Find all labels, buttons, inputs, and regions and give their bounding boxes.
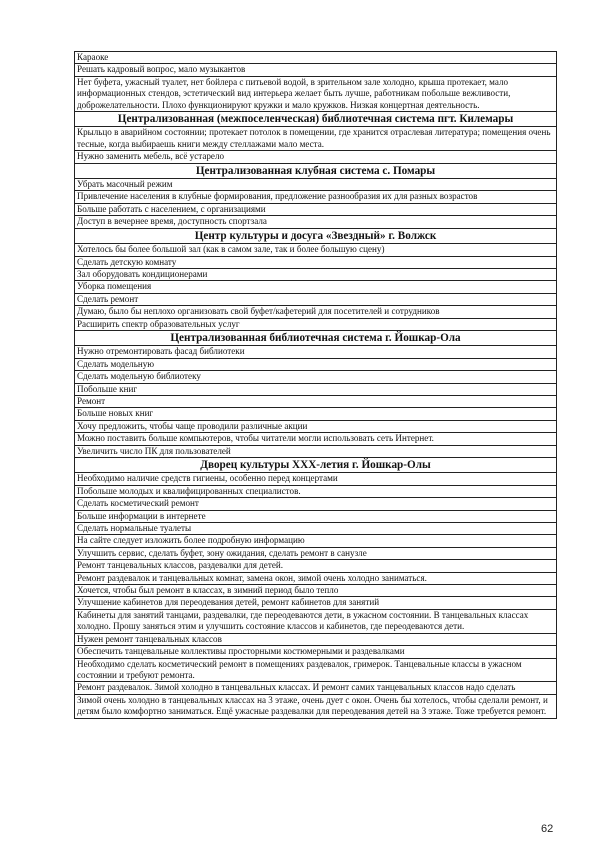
section-title: Централизованная (межпоселенческая) библиотечная система пгт. Килемары — [75, 112, 557, 127]
table-row — [75, 597, 557, 609]
table-cell: Хотелось бы более большой зал (как в самом зале, так и более большую сцену) — [75, 244, 557, 256]
table-cell: Больше новых книг — [75, 408, 557, 420]
table-row — [75, 535, 557, 547]
table-row — [75, 585, 557, 597]
table-row — [75, 268, 557, 280]
table-cell: Больше информации в интернете — [75, 510, 557, 522]
table-cell: Побольше молодых и квалифицированных специалистов. — [75, 485, 557, 497]
table-cell: Хочется, чтобы был ремонт в классах, в зимний период было тепло — [75, 585, 557, 597]
table-cell: Сделать косметический ремонт — [75, 498, 557, 510]
table-row — [75, 560, 557, 572]
table-cell: Нужно заменить мебель, всё устарело — [75, 151, 557, 163]
table-row — [75, 395, 557, 407]
table-cell: Необходимо наличие средств гигиены, особенно перед концертами — [75, 473, 557, 485]
table-row — [75, 646, 557, 658]
table-cell: Ремонт — [75, 395, 557, 407]
table-cell: Улучшение кабинетов для переодевания детей, ремонт кабинетов для занятий — [75, 597, 557, 609]
table-row — [75, 293, 557, 305]
table-row — [75, 498, 557, 510]
table-row — [75, 358, 557, 370]
section-title: Централизованная библиотечная система г. Йошкар-Ола — [75, 330, 557, 345]
table-row — [75, 281, 557, 293]
table-cell: Ремонт танцевальных классов, раздевалки для детей. — [75, 560, 557, 572]
table-cell: Нужно отремонтировать фасад библиотеки — [75, 346, 557, 358]
table-row — [75, 633, 557, 645]
section-header-row — [75, 228, 557, 243]
section-title: Дворец культуры ХХХ-летия г. Йошкар-Олы — [75, 458, 557, 473]
table-cell: Улучшить сервис, сделать буфет, зону ожидания, сделать ремонт в санузле — [75, 547, 557, 559]
table-row — [75, 76, 557, 111]
feedback-table-body — [75, 52, 557, 719]
table-row — [75, 609, 557, 633]
table-cell: Доступ в вечернее время, доступность спортзала — [75, 216, 557, 228]
table-cell: Больше работать с населением, с организациями — [75, 203, 557, 215]
table-cell: Ремонт раздевалок. Зимой холодно в танцевальных классах. И ремонт самих танцевальных классов надо сделать — [75, 682, 557, 694]
table-cell: Убрать масочный режим — [75, 179, 557, 191]
table-row — [75, 371, 557, 383]
table-cell: Нужен ремонт танцевальных классов — [75, 633, 557, 645]
table-cell: Караоке — [75, 52, 557, 64]
table-cell: На сайте следует изложить более подробную информацию — [75, 535, 557, 547]
table-cell: Зимой очень холодно в танцевальных классах на 3 этаже, очень дует с окон. Очень бы хотелось, чтобы сделали ремонт, и детям было комфортно заниматься. Ещё ужасные раздевалки для переодевания детей на 3 этаже. Тоже требуется ремонт. — [75, 694, 557, 718]
table-row — [75, 694, 557, 718]
table-row — [75, 203, 557, 215]
section-title: Центр культуры и досуга «Звездный» г. Волжск — [75, 228, 557, 243]
table-row — [75, 408, 557, 420]
feedback-table — [74, 51, 557, 719]
table-row — [75, 346, 557, 358]
table-cell: Крыльцо в аварийном состоянии; протекает потолок в помещении, где хранится отраслевая литература; помещения очень тесные, когда выбираешь книги между стеллажами мало места. — [75, 127, 557, 151]
table-row — [75, 473, 557, 485]
table-cell: Расширить спектр образовательных услуг — [75, 318, 557, 330]
table-row — [75, 523, 557, 535]
table-cell: Решать кадровый вопрос, мало музыкантов — [75, 64, 557, 76]
table-row — [75, 179, 557, 191]
table-cell: Привлечение населения в клубные формирования, предложение разнообразия их для разных возрастов — [75, 191, 557, 203]
table-row — [75, 127, 557, 151]
table-cell: Хочу предложить, чтобы чаще проводили различные акции — [75, 420, 557, 432]
table-row — [75, 510, 557, 522]
table-cell: Нет буфета, ужасный туалет, нет бойлера с питьевой водой, в зрительном зале холодно, крыша протекает, мало информационных стендов, эстетический вид интерьера желает быть лучше, работникам побольше вежливости, доброжелательности. Плохо функционируют кружки и мало кружков. Низкая концертная деятельность. — [75, 76, 557, 111]
table-row — [75, 318, 557, 330]
table-row — [75, 151, 557, 163]
table-cell: Побольше книг — [75, 383, 557, 395]
section-header-row — [75, 163, 557, 178]
section-header-row — [75, 330, 557, 345]
section-header-row — [75, 458, 557, 473]
table-row — [75, 383, 557, 395]
table-cell: Сделать ремонт — [75, 293, 557, 305]
table-row — [75, 658, 557, 682]
table-row — [75, 547, 557, 559]
table-row — [75, 52, 557, 64]
table-row — [75, 244, 557, 256]
table-row — [75, 445, 557, 457]
table-cell: Думаю, было бы неплохо организовать свой буфет/кафетерий для посетителей и сотрудников — [75, 306, 557, 318]
table-row — [75, 433, 557, 445]
table-cell: Уборка помещения — [75, 281, 557, 293]
table-cell: Необходимо сделать косметический ремонт в помещениях раздевалок, гримерок. Танцевальные классы в ужасном состоянии и требуют ремонта. — [75, 658, 557, 682]
table-cell: Кабинеты для занятий танцами, раздевалки, где переодеваются дети, в ужасном состоянии. В танцевальных классах холодно. Прошу заняться этим и улучшить состояние классов и кабинетов, где переодеваются дети. — [75, 609, 557, 633]
table-cell: Сделать нормальные туалеты — [75, 523, 557, 535]
section-title: Централизованная клубная система с. Помары — [75, 163, 557, 178]
page-number: 62 — [541, 823, 554, 835]
table-row — [75, 485, 557, 497]
table-row — [75, 306, 557, 318]
table-row — [75, 572, 557, 584]
table-cell: Ремонт раздевалок и танцевальных комнат, замена окон, зимой очень холодно заниматься. — [75, 572, 557, 584]
table-cell: Сделать детскую комнату — [75, 256, 557, 268]
table-row — [75, 64, 557, 76]
table-cell: Обеспечить танцевальные коллективы просторными костюмерными и раздевалками — [75, 646, 557, 658]
table-cell: Сделать модельную — [75, 358, 557, 370]
table-row — [75, 420, 557, 432]
table-cell: Увеличить число ПК для пользователей — [75, 445, 557, 457]
table-row — [75, 216, 557, 228]
table-row — [75, 256, 557, 268]
table-cell: Можно поставить больше компьютеров, чтобы читатели могли использовать сеть Интернет. — [75, 433, 557, 445]
table-cell: Сделать модельную библиотеку — [75, 371, 557, 383]
section-header-row — [75, 112, 557, 127]
table-row — [75, 191, 557, 203]
table-cell: Зал оборудовать кондиционерами — [75, 268, 557, 280]
table-row — [75, 682, 557, 694]
